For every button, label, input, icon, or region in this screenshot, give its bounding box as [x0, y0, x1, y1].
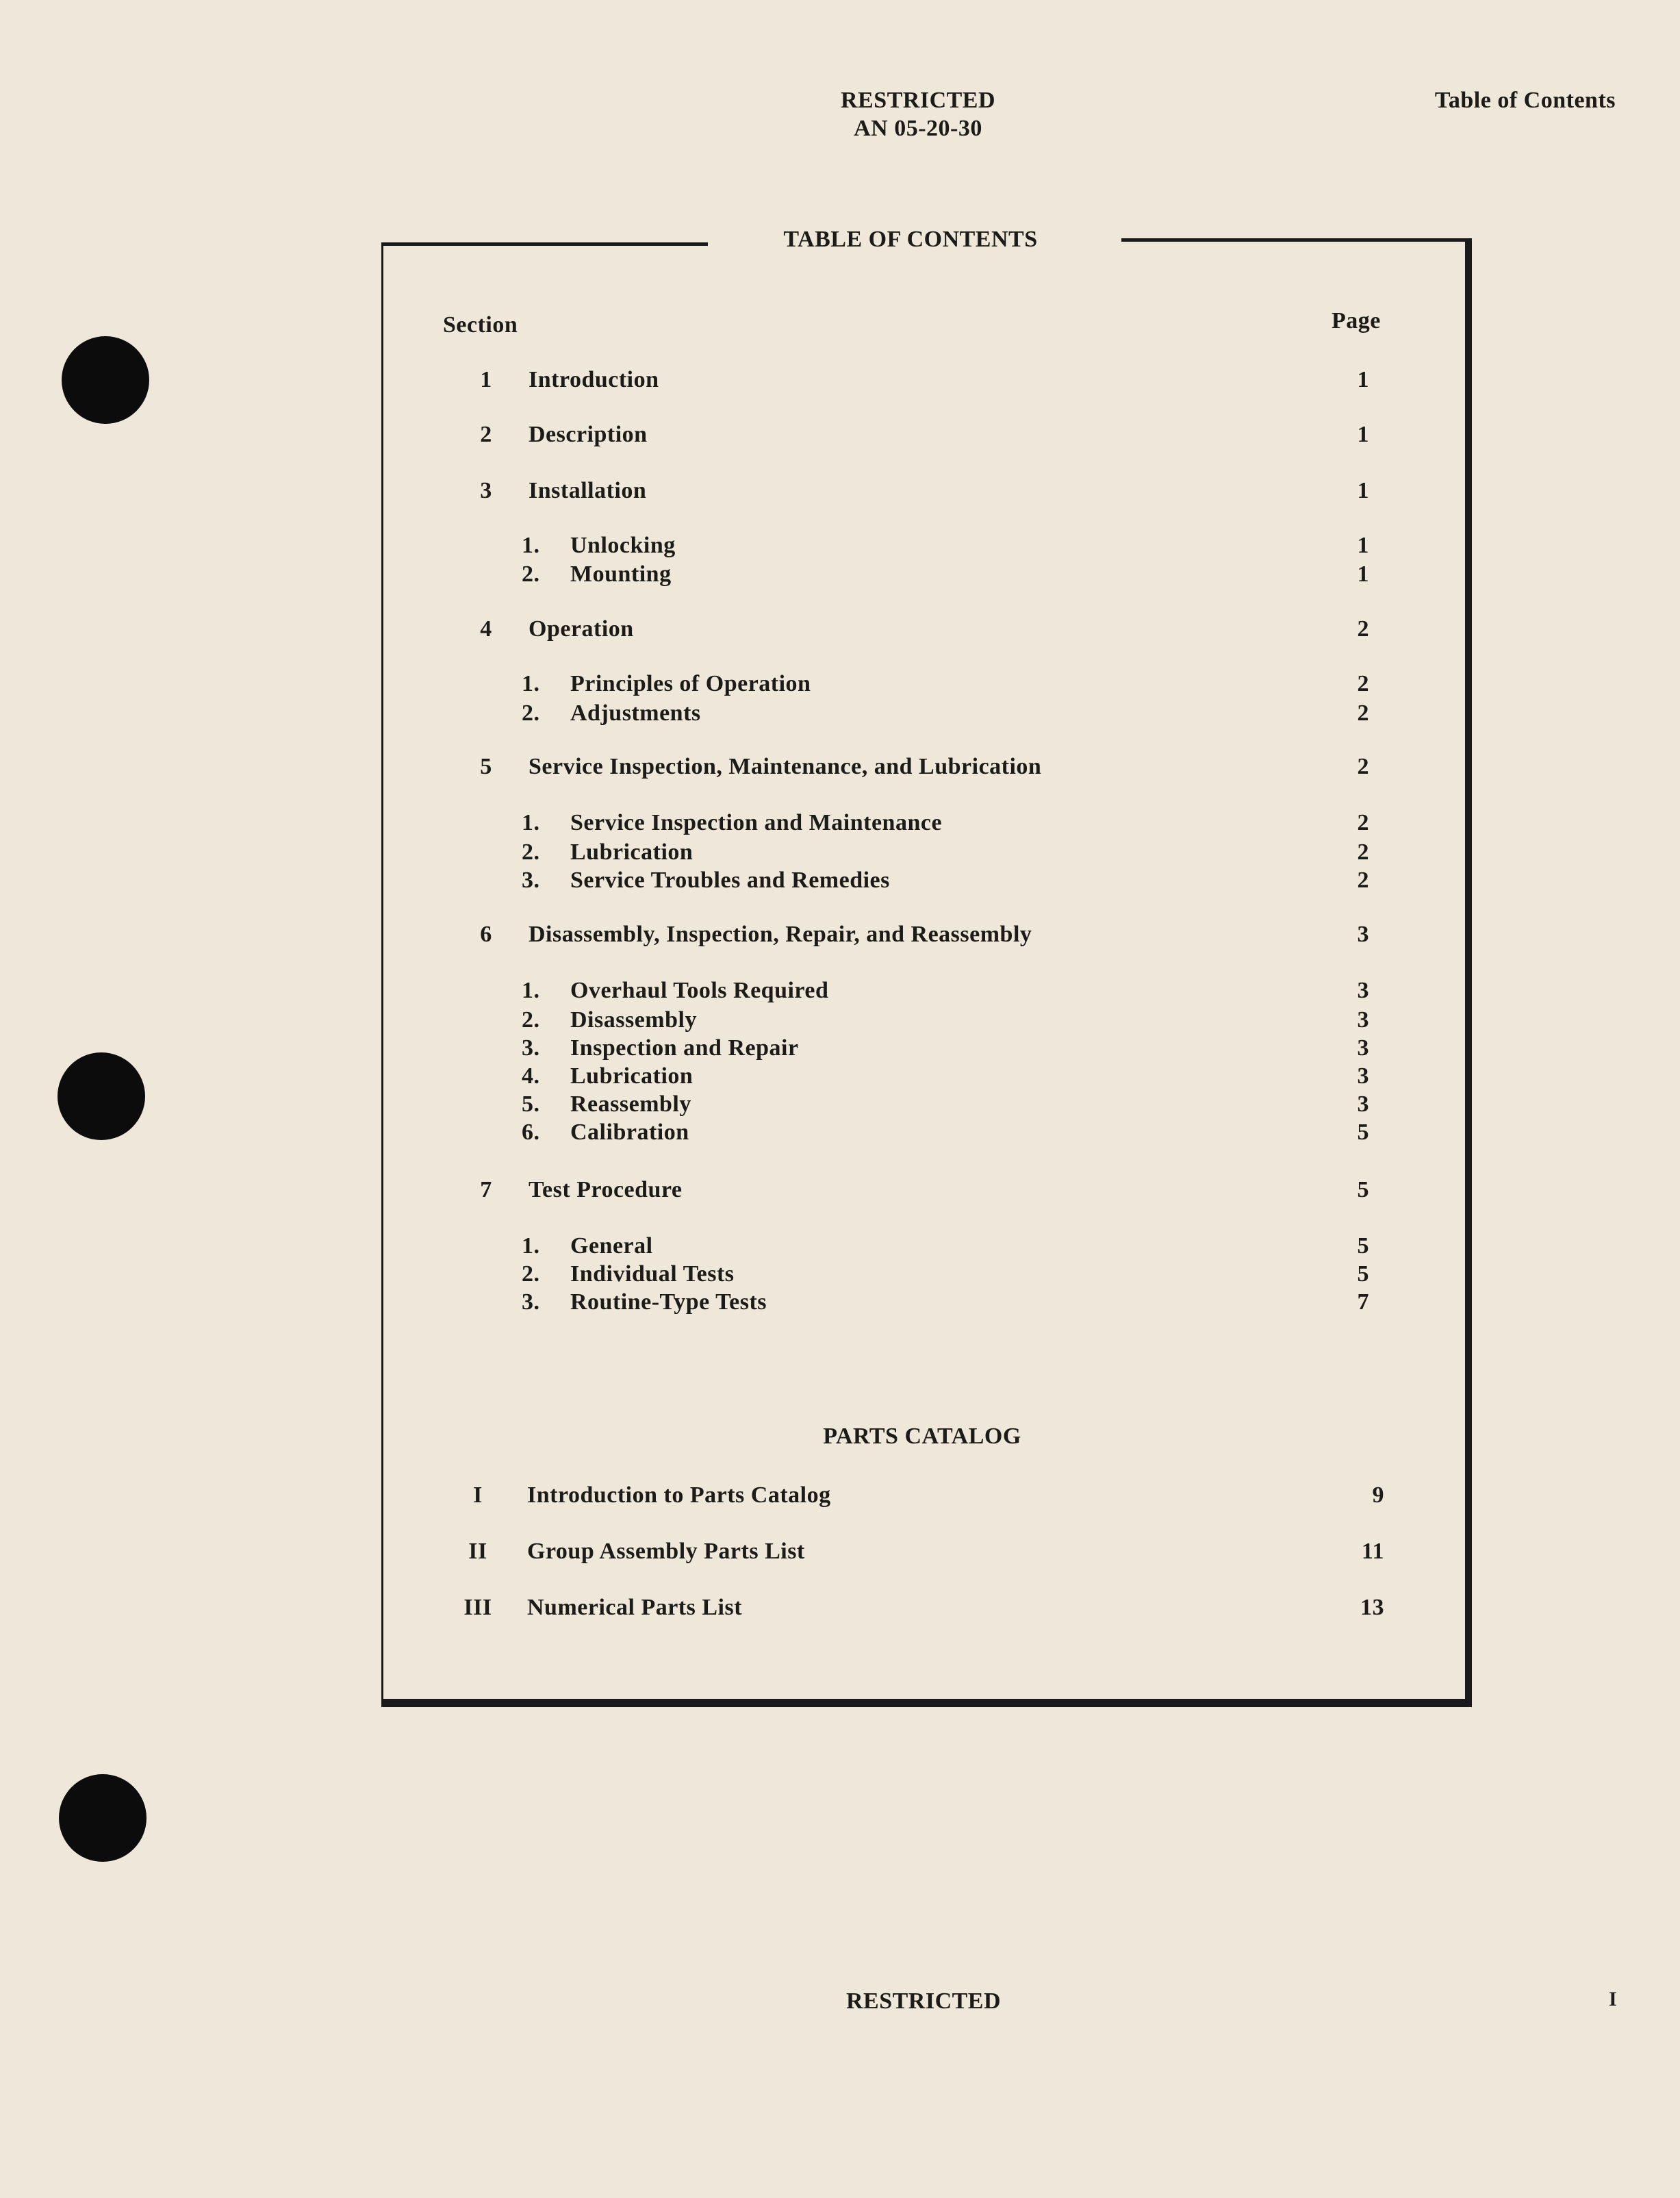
toc-title: TABLE OF CONTENTS	[783, 227, 1038, 252]
entry-page-number: 2	[1357, 616, 1369, 642]
entry-title: Description	[529, 422, 648, 447]
entry-title: Introduction	[529, 367, 659, 392]
entry-number: 5	[480, 754, 492, 779]
dot-leader	[656, 421, 1356, 449]
dot-leader	[750, 1594, 1347, 1621]
entry-number: 2.	[522, 561, 540, 587]
toc-entry[interactable]	[0, 753, 1680, 781]
footer-classification: RESTRICTED	[845, 1988, 1002, 2014]
entry-title: Service Inspection, Maintenance, and Lubrication	[529, 754, 1042, 779]
entry-title: General	[570, 1233, 653, 1259]
entry-number: 1.	[522, 978, 540, 1003]
entry-title: Overhaul Tools Required	[570, 978, 829, 1003]
dot-leader	[691, 1176, 1356, 1204]
entry-page-number: 9	[1372, 1482, 1384, 1508]
toc-entry[interactable]	[0, 700, 1680, 727]
entry-page-number: 2	[1357, 810, 1369, 835]
toc-entry[interactable]	[0, 532, 1680, 559]
toc-entry[interactable]	[0, 867, 1680, 894]
entry-page-number: 2	[1357, 754, 1369, 779]
entry-number: 3.	[522, 868, 540, 893]
toc-entry[interactable]	[0, 1063, 1680, 1090]
entry-number: III	[463, 1595, 492, 1620]
entry-title: Lubrication	[570, 1063, 693, 1089]
entry-number: 1.	[522, 671, 540, 696]
toc-entry[interactable]	[0, 1261, 1680, 1288]
dot-leader	[661, 1233, 1356, 1260]
dot-leader	[654, 477, 1356, 505]
entry-page-number: 13	[1360, 1595, 1384, 1620]
entry-title: Inspection and Repair	[570, 1035, 799, 1061]
entry-number: 4	[480, 616, 492, 642]
entry-number: I	[473, 1482, 483, 1508]
toc-entry[interactable]	[0, 477, 1680, 505]
entry-number: 1.	[522, 1233, 540, 1259]
dot-leader	[680, 561, 1356, 588]
toc-entry[interactable]	[0, 1091, 1680, 1118]
dot-leader	[743, 1261, 1356, 1288]
entry-number: 6	[480, 922, 492, 947]
dot-leader	[1049, 753, 1356, 781]
dot-leader	[839, 1482, 1347, 1509]
entry-page-number: 3	[1357, 1035, 1369, 1061]
entry-page-number: 3	[1357, 1091, 1369, 1117]
entry-page-number: 3	[1357, 922, 1369, 947]
dot-leader	[705, 1007, 1356, 1034]
entry-page-number: 2	[1357, 671, 1369, 696]
entry-title: Group Assembly Parts List	[527, 1539, 805, 1564]
dot-leader	[837, 977, 1356, 1005]
entry-number: 1.	[522, 810, 540, 835]
entry-page-number: 1	[1357, 478, 1369, 503]
entry-page-number: 3	[1357, 978, 1369, 1003]
entry-number: 2.	[522, 1261, 540, 1287]
entry-title: Operation	[529, 616, 634, 642]
toc-entry[interactable]	[0, 1538, 1680, 1565]
entry-page-number: 3	[1357, 1007, 1369, 1033]
toc-entry[interactable]	[0, 921, 1680, 948]
toc-entry[interactable]	[0, 1594, 1680, 1621]
entry-title: Individual Tests	[570, 1261, 735, 1287]
toc-entry[interactable]	[0, 366, 1680, 394]
toc-entry[interactable]	[0, 561, 1680, 588]
entry-title: Installation	[529, 478, 647, 503]
toc-entry[interactable]	[0, 809, 1680, 837]
entry-page-number: 1	[1357, 422, 1369, 447]
toc-entry[interactable]	[0, 1482, 1680, 1509]
entry-page-number: 5	[1357, 1120, 1369, 1145]
entry-number: 2.	[522, 700, 540, 726]
header-doc-number: AN 05-20-30	[854, 116, 982, 141]
dot-leader	[698, 1119, 1356, 1146]
entry-title: Test Procedure	[529, 1177, 683, 1202]
toc-entry[interactable]	[0, 839, 1680, 866]
toc-entry[interactable]	[0, 670, 1680, 698]
toc-entry[interactable]	[0, 1233, 1680, 1260]
frame-top-right	[1121, 238, 1471, 242]
entry-number: 5.	[522, 1091, 540, 1117]
dot-leader	[684, 532, 1356, 559]
entry-title: Introduction to Parts Catalog	[527, 1482, 831, 1508]
footer-page-number: I	[1609, 1988, 1618, 2010]
dot-leader	[701, 839, 1356, 866]
entry-title: Numerical Parts List	[527, 1595, 743, 1620]
dot-leader	[819, 670, 1356, 698]
entry-page-number: 7	[1357, 1289, 1369, 1315]
entry-number: 4.	[522, 1063, 540, 1089]
entry-page-number: 2	[1357, 700, 1369, 726]
header-classification: RESTRICTED	[840, 88, 996, 113]
entry-number: 2.	[522, 839, 540, 865]
dot-leader	[1040, 921, 1356, 948]
toc-entry[interactable]	[0, 1176, 1680, 1204]
toc-entry[interactable]	[0, 421, 1680, 449]
entry-title: Reassembly	[570, 1091, 691, 1117]
toc-entry[interactable]	[0, 1007, 1680, 1034]
entry-number: 7	[480, 1177, 492, 1202]
entry-number: II	[468, 1539, 487, 1564]
dot-leader	[701, 1063, 1356, 1090]
entry-page-number: 1	[1357, 533, 1369, 558]
toc-entry[interactable]	[0, 1119, 1680, 1146]
dot-leader	[813, 1538, 1347, 1565]
dot-leader	[807, 1035, 1356, 1062]
entry-title: Disassembly	[570, 1007, 697, 1033]
entry-page-number: 2	[1357, 868, 1369, 893]
entry-title: Service Troubles and Remedies	[570, 868, 890, 893]
dot-leader	[667, 366, 1356, 394]
dot-leader	[700, 1091, 1356, 1118]
page-column-label: Page	[1332, 308, 1381, 333]
toc-entry[interactable]	[0, 977, 1680, 1005]
entry-page-number: 5	[1357, 1177, 1369, 1202]
entry-title: Mounting	[570, 561, 672, 587]
entry-title: Calibration	[570, 1120, 689, 1145]
entry-title: Unlocking	[570, 533, 676, 558]
frame-bottom	[381, 1699, 1472, 1707]
entry-page-number: 1	[1357, 367, 1369, 392]
dot-leader	[775, 1289, 1356, 1316]
header-running-title: Table of Contents	[1434, 88, 1616, 113]
dot-leader	[950, 809, 1356, 837]
binder-hole-bottom	[59, 1774, 147, 1862]
entry-number: 3.	[522, 1289, 540, 1315]
entry-page-number: 5	[1357, 1261, 1369, 1287]
entry-title: Routine-Type Tests	[570, 1289, 767, 1315]
entry-page-number: 3	[1357, 1063, 1369, 1089]
entry-number: 2.	[522, 1007, 540, 1033]
parts-catalog-title: PARTS CATALOG	[823, 1424, 1021, 1449]
entry-title: Principles of Operation	[570, 671, 811, 696]
toc-entry[interactable]	[0, 1035, 1680, 1062]
entry-page-number: 2	[1357, 839, 1369, 865]
dot-leader	[709, 700, 1356, 727]
entry-page-number: 5	[1357, 1233, 1369, 1259]
entry-number: 2	[480, 422, 492, 447]
entry-title: Adjustments	[570, 700, 701, 726]
entry-number: 6.	[522, 1120, 540, 1145]
dot-leader	[642, 616, 1356, 643]
entry-number: 3.	[522, 1035, 540, 1061]
entry-title: Lubrication	[570, 839, 693, 865]
section-column-label: Section	[443, 312, 518, 338]
frame-top-left	[381, 242, 708, 246]
entry-number: 3	[480, 478, 492, 503]
entry-number: 1.	[522, 533, 540, 558]
entry-title: Service Inspection and Maintenance	[570, 810, 943, 835]
dot-leader	[898, 867, 1356, 894]
entry-number: 1	[480, 367, 492, 392]
entry-page-number: 1	[1357, 561, 1369, 587]
toc-entry[interactable]	[0, 1289, 1680, 1316]
entry-page-number: 11	[1361, 1539, 1384, 1564]
toc-entry[interactable]	[0, 616, 1680, 643]
entry-title: Disassembly, Inspection, Repair, and Reassembly	[529, 922, 1032, 947]
